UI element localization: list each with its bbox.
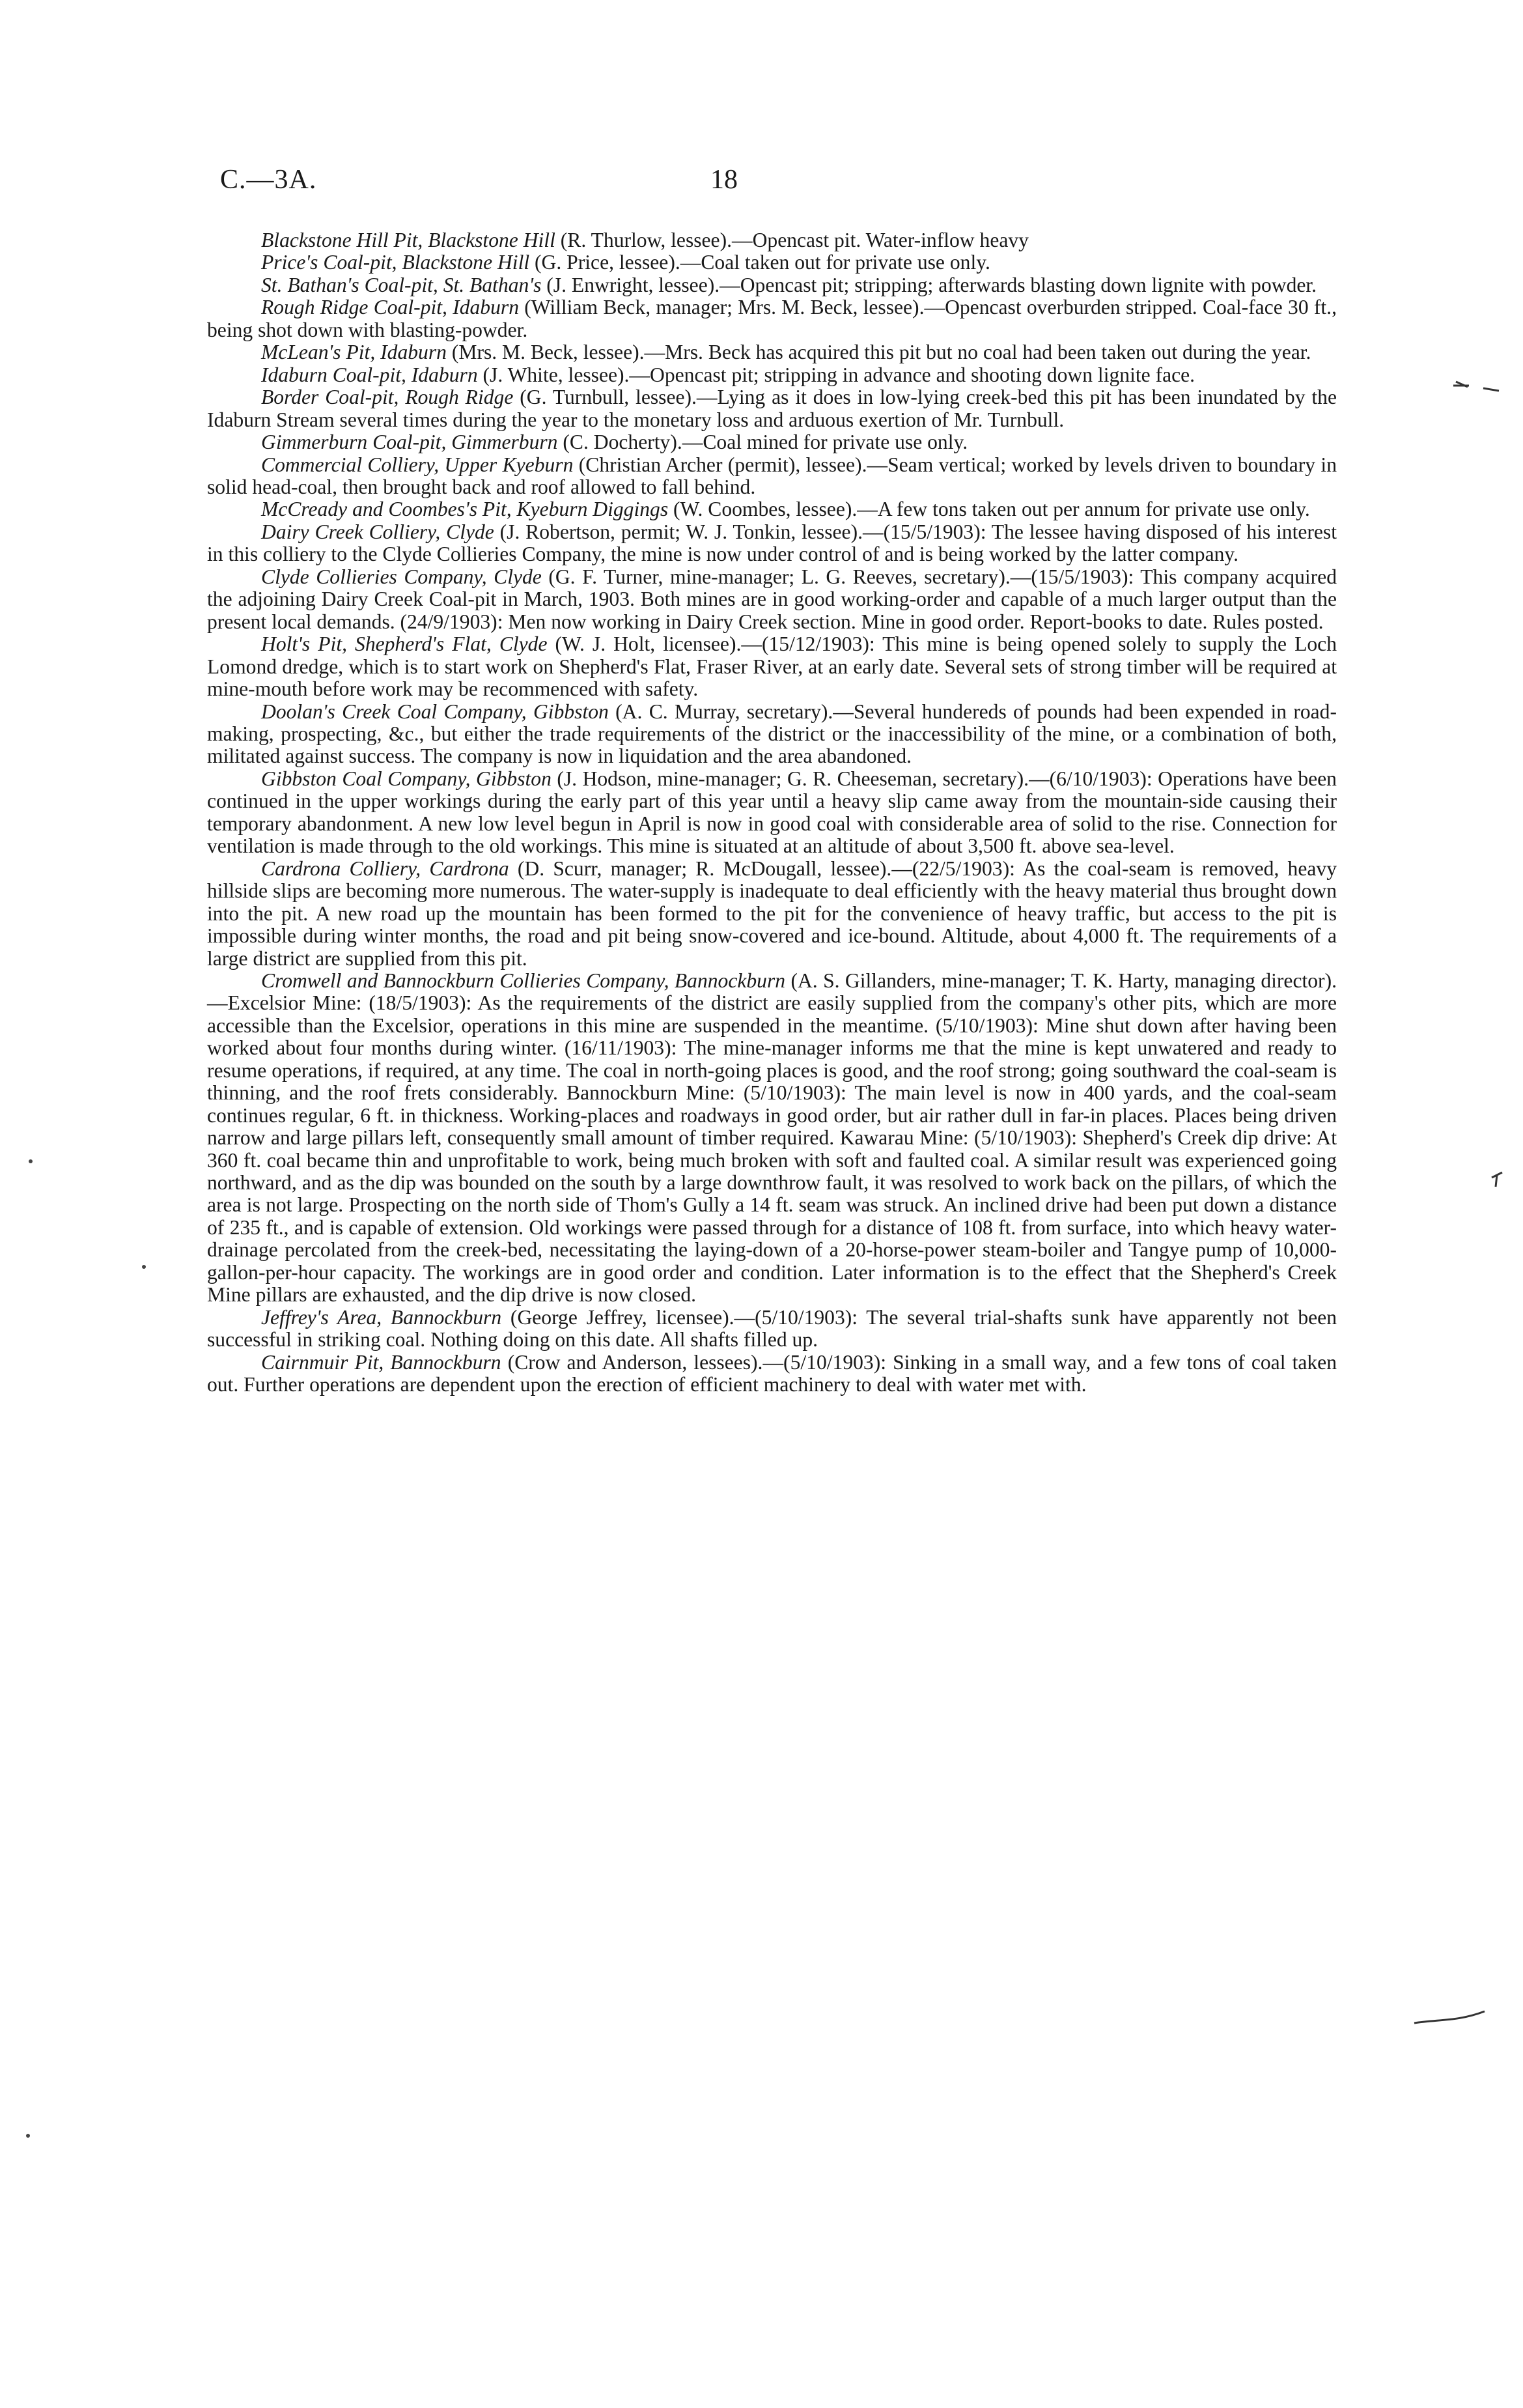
entry-heading: Rough Ridge Coal-pit, Idaburn	[261, 296, 519, 319]
entry-paragraph	[207, 521, 1337, 566]
entry-paragraph	[207, 566, 1337, 633]
margin-tick-mark	[1412, 2006, 1490, 2032]
entry-heading: Gimmerburn Coal-pit, Gimmerburn	[261, 431, 558, 454]
entry-paragraph	[207, 454, 1337, 499]
page-number: 18	[710, 165, 738, 195]
entry-paragraph	[207, 1352, 1337, 1396]
entry-heading: St. Bathan's Coal-pit, St. Bathan's	[261, 273, 542, 296]
entry-text: (G. Price, lessee).—Coal taken out for private use only.	[529, 251, 990, 274]
entry-heading: Commercial Colliery, Upper Kyeburn	[261, 453, 574, 476]
entry-text: (A. C. Murray, secretary).—Several hundereds of pounds had been expended in road-making, prospecting, &c., but either the trade requirements of the district or the inaccessibility of the mine, or a combination of both, militated against success. The company is now in liquidation and the area abandoned.	[207, 700, 1337, 768]
entry-heading: Price's Coal-pit, Blackstone Hill	[261, 251, 530, 274]
entry-heading: Idaburn Coal-pit, Idaburn	[261, 363, 478, 386]
entry-text: (A. S. Gillanders, mine-manager; T. K. Harty, managing director).—Excelsior Mine: (18/5/1903): As the requirements of the district are easily supplied from the company's other pits, which are more accessible than the Excelsior, operations in this mine are suspended in the meantime. (5/10/1903): Mine shut down after having been worked about four months during winter. (16/11/1903): The mine-manager informs me that the mine is kept unwatered and ready to resume operations, if required, at any time. The coal in north-going places is good, and the roof strong; going southward the coal-seam is thinning, and the roof frets considerably. Bannockburn Mine: (5/10/1903): The main level is now in 400 yards, and the coal-seam continues regular, 6 ft. in thickness. Working-places and roadways in good order, but air rather dull in far-in places. Places being driven narrow and large pillars left, consequently small amount of timber required. Kawarau Mine: (5/10/1903): Shepherd's Creek dip drive: At 360 ft. coal became thin and unprofitable to work, being much broken with soft and faulted coal. A similar result was experienced going northward, and as the dip was bounded on the south by a large downthrow fault, it was resolved to work back on the pillars, of which the area is not large. Prospecting on the north side of Thom's Gully a 14 ft. seam was struck. An inclined drive had been put down a distance of 235 ft., and is capable of extension. Old workings were passed through for a distance of 108 ft. from surface, into which heavy water-drainage percolated from the creek-bed, necessitating the laying-down of a 20-horse-power steam-boiler and Tangye pump of 10,000-gallon-per-hour capacity. The workings are in good order and condition. Later information is to the effect that the Shepherd's Creek Mine pillars are exhausted, and the dip drive is now closed.	[207, 969, 1337, 1307]
entry-text: (J. Hodson, mine-manager; G. R. Cheeseman, secretary).—(6/10/1903): Operations have been continued in the upper workings during the early part of this year until a heavy slip came away from the mountain-side causing their temporary abandonment. A new low level begun in April is now in good coal with considerable area of solid to the rise. Connection for ventilation is made through to the old workings. This mine is situated at an altitude of about 3,500 ft. above sea-level.	[207, 767, 1337, 858]
page-header	[220, 164, 1327, 203]
entry-paragraph	[207, 1307, 1337, 1352]
entry-paragraph	[207, 970, 1337, 1307]
entry-heading: Gibbston Coal Company, Gibbston	[261, 767, 552, 790]
entry-text: (G. F. Turner, mine-manager; L. G. Reeves, secretary).—(15/5/1903): This company acquired the adjoining Dairy Creek Coal-pit in March, 1903. Both mines are in good working-order and capable of a much larger output than the present local demands. (24/9/1903): Men now working in Dairy Creek section. Mine in good order. Report-books to date. Rules posted.	[207, 565, 1337, 633]
entry-heading: McLean's Pit, Idaburn	[261, 341, 447, 364]
entry-paragraph	[207, 296, 1337, 341]
entry-text: (J. White, lessee).—Opencast pit; stripping in advance and shooting down lignite face.	[477, 363, 1195, 386]
entry-paragraph	[207, 274, 1337, 296]
entry-heading: Doolan's Creek Coal Company, Gibbston	[261, 700, 609, 723]
entry-text: (R. Thurlow, lessee).—Opencast pit. Water-inflow heavy	[555, 229, 1029, 251]
margin-dot	[23, 2131, 33, 2140]
entry-text: (C. Docherty).—Coal mined for private use only.	[557, 431, 968, 454]
margin-tick-mark	[1451, 376, 1503, 396]
entry-heading: Border Coal-pit, Rough Ridge	[261, 386, 514, 409]
report-series-code: C.—3A.	[220, 165, 317, 195]
entry-paragraph	[207, 341, 1337, 363]
margin-dot	[139, 1262, 148, 1271]
entry-text: (Mrs. M. Beck, lessee).—Mrs. Beck has acquired this pit but no coal had been taken out during the year.	[446, 341, 1311, 364]
entry-paragraph	[207, 251, 1337, 274]
entry-paragraph	[207, 431, 1337, 453]
entry-text: (George Jeffrey, licensee).—(5/10/1903): The several trial-shafts sunk have apparently not been successful in striking coal. Nothing doing on this date. All shafts filled up.	[207, 1305, 1337, 1352]
entry-heading: Holt's Pit, Shepherd's Flat, Clyde	[261, 632, 548, 656]
report-body	[207, 229, 1337, 1396]
entry-heading: McCready and Coombes's Pit, Kyeburn Diggings	[261, 498, 669, 521]
entry-heading: Clyde Collieries Company, Clyde	[261, 565, 542, 588]
entry-text: (Crow and Anderson, lessees).—(5/10/1903): Sinking in a small way, and a few tons of coal taken out. Further operations are dependent upon the erection of efficient machinery to deal with water met with.	[207, 1350, 1337, 1396]
entry-heading: Cairnmuir Pit, Bannockburn	[261, 1350, 501, 1374]
entry-paragraph	[207, 364, 1337, 386]
entry-heading: Jeffrey's Area, Bannockburn	[261, 1305, 502, 1329]
entry-paragraph	[207, 768, 1337, 858]
entry-text: (W. Coombes, lessee).—A few tons taken out per annum for private use only.	[668, 498, 1310, 521]
entry-text: (J. Enwright, lessee).—Opencast pit; stripping; afterwards blasting down lignite with powder.	[541, 273, 1317, 296]
margin-dot	[26, 1157, 35, 1166]
entry-heading: Dairy Creek Colliery, Clyde	[261, 520, 494, 543]
entry-text: (G. Turnbull, lessee).—Lying as it does in low-lying creek-bed this pit has been inundated by the Idaburn Stream several times during the year to the monetary loss and arduous exertion of Mr. Turnbull.	[207, 386, 1337, 431]
entry-paragraph	[207, 498, 1337, 520]
entry-text: (J. Robertson, permit; W. J. Tonkin, lessee).—(15/5/1903): The lessee having disposed of his interest in this colliery to the Clyde Collieries Company, the mine is now under control of and is being worked by the latter company.	[207, 520, 1337, 566]
entry-text: (D. Scurr, manager; R. McDougall, lessee).—(22/5/1903): As the coal-seam is removed, heavy hillside slips are becoming more numerous. The water-supply is inadequate to deal efficiently with the heavy material thus brought down into the pit. A new road up the mountain has been formed to the pit for the convenience of heavy traffic, but access to the pit is impossible during winter months, the road and pit being snow-covered and ice-bound. Altitude, about 4,000 ft. The requirements of a large district are supplied from this pit.	[207, 857, 1337, 970]
entry-paragraph	[207, 633, 1337, 700]
entry-heading: Cromwell and Bannockburn Collieries Company, Bannockburn	[261, 969, 786, 992]
margin-tick-mark	[1488, 1166, 1514, 1192]
entry-paragraph	[207, 386, 1337, 431]
entry-paragraph	[207, 229, 1337, 251]
entry-text: (Christian Archer (permit), lessee).—Seam vertical; worked by levels driven to boundary in solid head-coal, then brought back and roof allowed to fall behind.	[207, 453, 1337, 498]
entry-text: (William Beck, manager; Mrs. M. Beck, lessee).—Opencast overburden stripped. Coal-face 30 ft., being shot down with blasting-powder.	[207, 296, 1337, 341]
entry-paragraph	[207, 858, 1337, 970]
entry-heading: Cardrona Colliery, Cardrona	[261, 857, 509, 880]
entry-paragraph	[207, 701, 1337, 768]
entry-text: (W. J. Holt, licensee).—(15/12/1903): This mine is being opened solely to supply the Loch Lomond dredge, which is to start work on Shepherd's Flat, Fraser River, at an early date. Several sets of strong timber will be required at mine-mouth before work may be recommenced with safety.	[207, 632, 1337, 701]
entry-heading: Blackstone Hill Pit, Blackstone Hill	[261, 229, 555, 251]
